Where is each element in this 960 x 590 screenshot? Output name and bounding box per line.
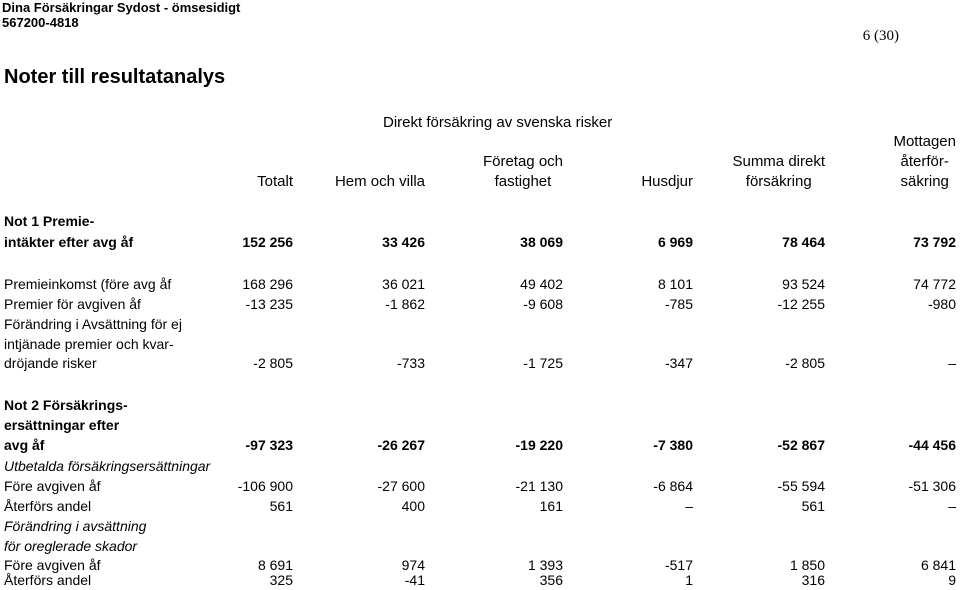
cell-foretag: -19 220 — [515, 437, 563, 453]
table-row — [0, 456, 960, 476]
table-row — [0, 334, 960, 354]
cell-mottagen: -980 — [927, 296, 956, 312]
cell-totalt: -97 323 — [245, 437, 293, 453]
cell-hem-och-villa: 33 426 — [382, 234, 425, 250]
cell-husdjur: 8 101 — [657, 276, 693, 292]
cell-totalt: -2 805 — [253, 355, 293, 371]
cell-hem-och-villa: -1 862 — [385, 296, 425, 312]
cell-husdjur: -347 — [664, 355, 693, 371]
table-row — [0, 294, 960, 314]
row-label: Före avgiven åf — [4, 478, 101, 494]
cell-husdjur: -785 — [664, 296, 693, 312]
cell-hem-och-villa: 36 021 — [382, 276, 425, 292]
table-row — [0, 496, 960, 516]
col-header-foretag-och-fastighet: Företag och fastighet — [482, 153, 563, 190]
cell-husdjur: -6 864 — [653, 478, 693, 494]
cell-hem-och-villa: -41 — [404, 572, 425, 588]
table-row — [0, 476, 960, 496]
col-header-hem-och-villa: Hem och villa — [334, 173, 425, 190]
row-label: Förändring i avsättning — [4, 518, 147, 534]
cell-foretag: -1 725 — [523, 355, 563, 371]
cell-foretag: 49 402 — [520, 276, 563, 292]
cell-mottagen: 73 792 — [913, 234, 956, 250]
cell-summa-direkt: 1 850 — [789, 557, 825, 573]
table-row — [0, 570, 960, 590]
row-label: Not 1 Premie- — [4, 213, 95, 229]
cell-summa-direkt: 561 — [801, 498, 825, 514]
table-row — [0, 353, 960, 373]
page-title: Noter till resultatanalys — [4, 66, 226, 88]
cell-hem-och-villa: -733 — [396, 355, 425, 371]
cell-totalt: 8 691 — [257, 557, 293, 573]
row-label: Not 2 Försäkrings- — [4, 397, 128, 413]
row-label: Återförs andel — [4, 498, 92, 514]
table-row — [0, 274, 960, 294]
cell-foretag: -9 608 — [523, 296, 563, 312]
company-name: Dina Försäkringar Sydost - ömsesidigt — [2, 0, 241, 15]
cell-hem-och-villa: -26 267 — [377, 437, 425, 453]
cell-husdjur: -7 380 — [653, 437, 693, 453]
cell-summa-direkt: -52 867 — [777, 437, 825, 453]
cell-totalt: 152 256 — [242, 234, 293, 250]
cell-husdjur: 6 969 — [657, 234, 693, 250]
cell-totalt: 168 296 — [242, 276, 293, 292]
cell-husdjur: – — [685, 498, 693, 514]
cell-husdjur: -517 — [664, 557, 693, 573]
row-label: Förändring i Avsättning för ej — [4, 316, 182, 332]
cell-summa-direkt: -2 805 — [785, 355, 825, 371]
cell-summa-direkt: 316 — [801, 572, 825, 588]
col-header-summa-direkt: Summa direkt försäkring — [732, 153, 825, 190]
cell-summa-direkt: -12 255 — [777, 296, 825, 312]
row-label: Återförs andel — [4, 572, 92, 588]
cell-mottagen: 6 841 — [920, 557, 956, 573]
cell-totalt: -13 235 — [245, 296, 293, 312]
cell-hem-och-villa: -27 600 — [377, 478, 425, 494]
cell-mottagen: -51 306 — [908, 478, 956, 494]
col-header-husdjur: Husdjur — [641, 173, 693, 190]
cell-summa-direkt: 93 524 — [782, 276, 825, 292]
cell-totalt: 325 — [269, 572, 293, 588]
cell-mottagen: – — [948, 498, 956, 514]
cell-hem-och-villa: 974 — [401, 557, 425, 573]
column-group-header: Direkt försäkring av svenska risker — [383, 114, 613, 131]
cell-summa-direkt: 78 464 — [782, 234, 825, 250]
row-label: Utbetalda försäkringsersättningar — [4, 458, 211, 474]
table-row — [0, 395, 960, 415]
cell-mottagen: – — [948, 355, 956, 371]
cell-husdjur: 1 — [685, 572, 693, 588]
row-label: Premieinkomst (före avg åf — [4, 276, 172, 292]
cell-mottagen: 9 — [948, 572, 956, 588]
col-header-mottagen-aterforsakring: Mottagen återför- säkring — [893, 133, 956, 190]
row-label: avg åf — [4, 437, 45, 453]
table-row — [0, 211, 960, 231]
row-label: för oreglerade skador — [4, 538, 138, 554]
row-label: intäkter efter avg åf — [4, 234, 134, 250]
row-label: ersättningar efter — [4, 417, 120, 433]
cell-totalt: 561 — [269, 498, 293, 514]
table-row — [0, 415, 960, 435]
row-label: Premier för avgiven åf — [4, 296, 141, 312]
cell-foretag: 161 — [539, 498, 563, 514]
cell-foretag: 1 393 — [527, 557, 563, 573]
cell-mottagen: -44 456 — [908, 437, 956, 453]
page-number: 6 (30) — [862, 28, 899, 44]
table-row — [0, 232, 960, 252]
cell-foretag: -21 130 — [515, 478, 563, 494]
table-row — [0, 516, 960, 536]
cell-hem-och-villa: 400 — [401, 498, 425, 514]
row-label: intjänade premier och kvar- — [4, 336, 174, 352]
table-row — [0, 435, 960, 455]
cell-summa-direkt: -55 594 — [777, 478, 825, 494]
table-row — [0, 536, 960, 556]
cell-totalt: -106 900 — [237, 478, 293, 494]
table-row — [0, 314, 960, 334]
row-label: Före avgiven åf — [4, 557, 101, 573]
row-label: dröjande risker — [4, 355, 97, 371]
cell-mottagen: 74 772 — [913, 276, 956, 292]
cell-foretag: 356 — [539, 572, 563, 588]
col-header-totalt: Totalt — [257, 173, 293, 190]
cell-foretag: 38 069 — [520, 234, 563, 250]
org-number: 567200-4818 — [2, 15, 79, 30]
